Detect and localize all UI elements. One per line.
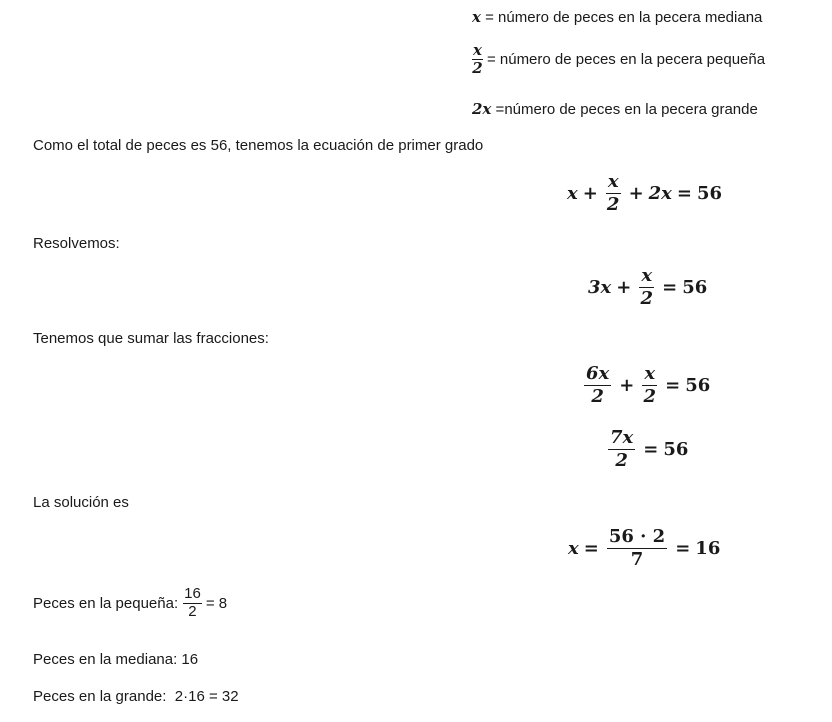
var-x: x [472, 8, 481, 26]
definition-medium [472, 8, 762, 26]
eq4-fraction [608, 428, 635, 471]
result-small-fraction [183, 586, 202, 620]
var-2x: 2x [472, 100, 492, 118]
eq5-denominator: 7 [630, 548, 644, 570]
eq2-plus: + [616, 276, 632, 298]
definition-large-text: =número de peces en la pecera grande [491, 101, 758, 118]
result-small-label: Peces en la pequeña: [33, 594, 179, 612]
resolve-label: Resolvemos: [33, 235, 120, 252]
eq1-numerator: x [607, 171, 619, 192]
eq2-equals: = [662, 276, 678, 298]
eq3-rhs: 56 [685, 374, 711, 396]
result-medium: Peces en la mediana: 16 [33, 651, 199, 668]
equation-1 [567, 172, 722, 215]
eq2-term-3x: 3x [588, 276, 612, 298]
eq3-denominator-1: 2 [591, 385, 604, 407]
eq2-numerator: x [641, 265, 653, 286]
definition-large [472, 100, 758, 118]
sum-fractions-label: Tenemos que sumar las fracciones: [33, 330, 269, 347]
eq3-fraction-1 [584, 364, 611, 407]
eq1-denominator: 2 [606, 193, 620, 215]
result-small-value: = 8 [205, 594, 228, 612]
eq5-lhs: x [568, 537, 579, 559]
result-small [33, 586, 227, 620]
intro-text: Como el total de peces es 56, tenemos la ecuación de primer grado [33, 137, 484, 154]
eq3-equals: = [665, 374, 681, 396]
fraction-denominator: 2 [472, 58, 483, 77]
eq3-plus: + [619, 374, 635, 396]
definition-medium-text: = número de peces en la pecera mediana [480, 9, 763, 26]
definition-small [472, 42, 765, 76]
eq2-denominator: 2 [640, 287, 653, 309]
eq4-rhs: 56 [663, 438, 689, 460]
eq2-fraction [639, 266, 654, 309]
fraction-numerator: x [473, 41, 482, 59]
eq3-denominator-2: 2 [643, 385, 656, 407]
solution-label: La solución es [33, 494, 129, 511]
eq1-equals: = [676, 182, 693, 204]
eq5-equals-2: = [675, 537, 691, 559]
eq5-rhs: 16 [695, 537, 721, 559]
equation-2 [588, 266, 707, 309]
result-small-denominator: 2 [188, 602, 197, 620]
eq2-rhs: 56 [682, 276, 708, 298]
eq1-plus-2: + [628, 182, 644, 204]
equation-4 [608, 428, 688, 471]
eq1-rhs: 56 [697, 182, 723, 204]
eq1-plus: + [582, 182, 598, 204]
fraction-x-over-2 [472, 42, 483, 76]
eq1-term-x: x [567, 182, 578, 204]
eq5-fraction [607, 527, 667, 570]
eq4-numerator: 7x [610, 427, 634, 448]
eq3-fraction-2 [642, 364, 657, 407]
result-small-numerator: 16 [184, 585, 201, 602]
definition-small-text: = número de peces en la pecera pequeña [486, 50, 766, 68]
eq4-denominator: 2 [615, 449, 628, 471]
result-large: Peces en la grande: 2·16 = 32 [33, 688, 239, 705]
eq1-fraction [606, 172, 621, 215]
eq3-numerator-2: x [644, 363, 656, 384]
eq5-equals-1: = [583, 537, 599, 559]
eq4-equals: = [643, 438, 659, 460]
equation-3 [584, 364, 710, 407]
equation-5 [568, 527, 720, 570]
eq1-term-2x: 2x [648, 182, 672, 204]
eq3-numerator-1: 6x [586, 363, 610, 384]
eq5-numerator: 56 · 2 [608, 526, 666, 547]
